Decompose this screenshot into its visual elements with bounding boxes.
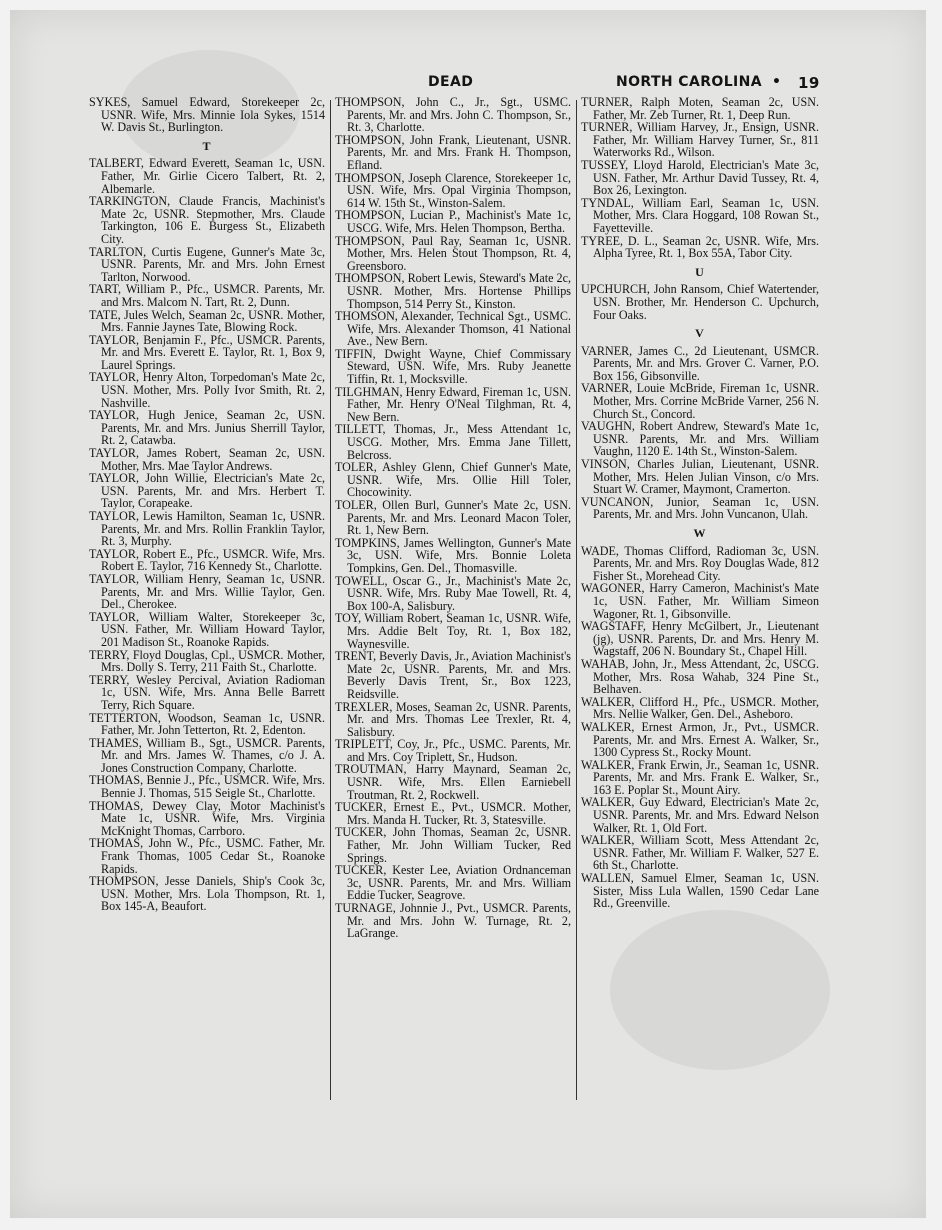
casualty-entry: TUCKER, John Thomas, Seaman 2c, USNR. Father, Mr. John William Tucker, Red Springs. xyxy=(335,825,571,865)
casualty-entry: TARKINGTON, Claude Francis, Machinist's Mate 2c, USNR. Stepmother, Mrs. Claude Tarkington, 106 E. Burgess St., Elizabeth City. xyxy=(89,194,325,246)
casualty-entry: TIFFIN, Dwight Wayne, Chief Commissary Steward, USN. Wife, Mrs. Ruby Jeanette Tiffin, Rt. 1, Mocksville. xyxy=(335,346,571,387)
casualty-entry: THOMPSON, Jesse Daniels, Ship's Cook 3c, USN. Mother, Mrs. Lola Thompson, Rt. 1, Box 145-A, Beaufort. xyxy=(89,874,325,914)
casualty-entry: THOMPSON, John Frank, Lieutenant, USNR. Parents, Mr. and Mrs. Frank H. Thompson, Efland. xyxy=(335,132,571,172)
casualty-entry: TUSSEY, Lloyd Harold, Electrician's Mate 3c, USN. Father, Mr. Arthur David Tussey, Rt. 4, Box 26, Lexington. xyxy=(581,157,819,198)
casualty-entry: TALBERT, Edward Everett, Seaman 1c, USN. Father, Mr. Girlie Cicero Talbert, Rt. 2, Albemarle. xyxy=(89,156,325,196)
casualty-entry: TRENT, Beverly Davis, Jr., Aviation Machinist's Mate 2c, USNR. Parents, Mr. and Mrs. Beverly Davis Trent, Sr., Box 1223, Reidsville. xyxy=(335,649,571,701)
casualty-entry: THOMAS, Bennie J., Pfc., USMCR. Wife, Mrs. Bennie J. Thomas, 515 Seigle St., Charlotte. xyxy=(89,773,325,801)
casualty-entry: THOMAS, Dewey Clay, Motor Machinist's Mate 1c, USNR. Wife, Mrs. Virginia McKnight Thomas, Carrboro. xyxy=(89,798,325,838)
letter-heading: U xyxy=(695,264,705,279)
casualty-entry: WALKER, Clifford H., Pfc., USMCR. Mother, Mrs. Nellie Walker, Gen. Del., Asheboro. xyxy=(581,694,819,722)
casualty-entry: TURNER, Ralph Moten, Seaman 2c, USN. Father, Mr. Zeb Turner, Rt. 1, Deep Run. xyxy=(581,95,819,122)
casualty-entry: TERRY, Floyd Douglas, Cpl., USMCR. Mother, Mrs. Dolly S. Terry, 211 Faith St., Charlotte. xyxy=(89,647,325,675)
column-2 xyxy=(335,96,571,940)
casualty-entry: TRIPLETT, Coy, Jr., Pfc., USMC. Parents, Mr. and Mrs. Coy Triplett, Sr., Hudson. xyxy=(335,737,571,764)
casualty-entry: TATE, Jules Welch, Seaman 2c, USNR. Mother, Mrs. Fannie Jaynes Tate, Blowing Rock. xyxy=(89,307,325,335)
casualty-entry: TAYLOR, James Robert, Seaman 2c, USN. Mother, Mrs. Mae Taylor Andrews. xyxy=(89,446,325,473)
casualty-entry: TOMPKINS, James Wellington, Gunner's Mate 3c, USN. Wife, Mrs. Bonnie Loleta Tompkins, Gen. Del., Thomasville. xyxy=(335,535,571,575)
casualty-entry: TERRY, Wesley Percival, Aviation Radioman 1c, USN. Wife, Mrs. Anna Belle Barrett Terry, Rich Square. xyxy=(89,672,325,712)
casualty-entry: TAYLOR, John Willie, Electrician's Mate 2c, USN. Parents, Mr. and Mrs. Herbert T. Taylor, Corapeake. xyxy=(89,471,325,511)
casualty-entry: TROUTMAN, Harry Maynard, Seaman 2c, USNR. Wife, Mrs. Ellen Earniebell Troutman, Rt. 2, Rockwell. xyxy=(335,762,571,802)
casualty-entry: THAMES, William B., Sgt., USMCR. Parents, Mr. and Mrs. James W. Thames, c/o J. A. Jones Construction Company, Charlotte. xyxy=(89,735,325,775)
paper-stain xyxy=(610,910,830,1070)
casualty-entry: WADE, Thomas Clifford, Radioman 3c, USN. Parents, Mr. and Mrs. Roy Douglas Wade, 812 Fisher St., Morehead City. xyxy=(581,543,819,583)
casualty-entry: TART, William P., Pfc., USMCR. Parents, Mr. and Mrs. Malcom N. Tart, Rt. 2, Dunn. xyxy=(89,282,325,309)
casualty-entry: TUCKER, Kester Lee, Aviation Ordnanceman 3c, USNR. Parents, Mr. and Mrs. William Eddie Tucker, Seagrove. xyxy=(335,863,571,903)
casualty-entry: TUCKER, Ernest E., Pvt., USMCR. Mother, Mrs. Manda H. Tucker, Rt. 3, Statesville. xyxy=(335,800,571,827)
casualty-entry: TAYLOR, Benjamin F., Pfc., USMCR. Parents, Mr. and Mrs. Everett E. Taylor, Rt. 1, Box 9, Laurel Springs. xyxy=(89,332,325,372)
casualty-entry: THOMAS, John W., Pfc., USMC. Father, Mr. Frank Thomas, 1005 Cedar St., Roanoke Rapids. xyxy=(89,836,325,876)
column-divider xyxy=(576,100,577,1100)
casualty-entry: VARNER, James C., 2d Lieutenant, USMCR. Parents, Mr. and Mrs. Grover C. Varner, P.O. Box 156, Gibsonville. xyxy=(581,343,819,383)
casualty-entry: TARLTON, Curtis Eugene, Gunner's Mate 3c, USNR. Parents, Mr. and Mrs. John Ernest Tarlton, Norwood. xyxy=(89,244,325,284)
casualty-entry: THOMPSON, Joseph Clarence, Storekeeper 1c, USN. Wife, Mrs. Opal Virginia Thompson, 614 W. 15th St., Winston-Salem. xyxy=(335,170,571,210)
casualty-entry: TAYLOR, William Walter, Storekeeper 3c, USN. Father, Mr. William Howard Taylor, 201 Madison St., Roanoke Rapids. xyxy=(89,609,325,649)
page-number: 19 xyxy=(798,74,820,92)
casualty-entry: TILGHMAN, Henry Edward, Fireman 1c, USN. Father, Mr. Henry O'Neal Tilghman, Rt. 4, New Bern. xyxy=(335,384,571,424)
casualty-entry: TOLER, Ashley Glenn, Chief Gunner's Mate, USNR. Wife, Mrs. Ollie Hill Toler, Chocowinity. xyxy=(335,460,571,500)
casualty-entry: TOLER, Ollen Burl, Gunner's Mate 2c, USN. Parents, Mr. and Mrs. Leonard Macon Toler, Rt. 1, New Bern. xyxy=(335,498,571,538)
casualty-entry: TURNAGE, Johnnie J., Pvt., USMCR. Parents, Mr. and Mrs. John W. Turnage, Rt. 2, LaGrange. xyxy=(335,901,571,941)
casualty-entry: VAUGHN, Robert Andrew, Steward's Mate 1c, USNR. Parents, Mr. and Mrs. William Vaughn, 1120 E. 14th St., Winston-Salem. xyxy=(581,419,819,459)
casualty-entry: TAYLOR, Henry Alton, Torpedoman's Mate 2c, USN. Mother, Mrs. Polly Ivor Smith, Rt. 2, Nashville. xyxy=(89,370,325,410)
header-bullet: • xyxy=(772,74,782,90)
casualty-entry: TAYLOR, Hugh Jenice, Seaman 2c, USN. Parents, Mr. and Mrs. Junius Sherrill Taylor, Rt. 2, Catawba. xyxy=(89,408,325,448)
casualty-entry: TYNDAL, William Earl, Seaman 1c, USN. Mother, Mrs. Clara Hoggard, 108 Rowan St., Fayetteville. xyxy=(581,195,819,235)
casualty-entry: VUNCANON, Junior, Seaman 1c, USN. Parents, Mr. and Mrs. John Vuncanon, Ulah. xyxy=(581,494,819,522)
casualty-entry: WALKER, Ernest Armon, Jr., Pvt., USMCR. Parents, Mr. and Mrs. Ernest A. Walker, Sr., 1300 Cypress St., Rocky Mount. xyxy=(581,719,819,760)
casualty-entry: THOMPSON, John C., Jr., Sgt., USMC. Parents, Mr. and Mrs. John C. Thompson, Sr., Rt. 3, Charlotte. xyxy=(335,95,571,135)
casualty-entry: TURNER, William Harvey, Jr., Ensign, USNR. Father, Mr. William Harvey Turner, Sr., 811 Waterworks Rd., Wilson. xyxy=(581,120,819,160)
casualty-entry: TILLETT, Thomas, Jr., Mess Attendant 1c, USCG. Mother, Mrs. Emma Jane Tillett, Belcross. xyxy=(335,422,571,462)
casualty-entry: WAGONER, Harry Cameron, Machinist's Mate 1c, USN. Father, Mr. William Simeon Wagoner, Rt. 1, Gibsonville. xyxy=(581,581,819,621)
casualty-entry: WAGSTAFF, Henry McGilbert, Jr., Lieutenant (jg), USNR. Parents, Dr. and Mrs. Henry M. Wagstaff, 206 N. Boundary St., Chapel Hill. xyxy=(581,619,819,659)
casualty-entry: VINSON, Charles Julian, Lieutenant, USNR. Mother, Mrs. Helen Julian Vinson, c/o Mrs. Stuart W. Cramer, Maymont, Cramerton. xyxy=(581,457,819,497)
casualty-entry: WALKER, Frank Erwin, Jr., Seaman 1c, USNR. Parents, Mr. and Mrs. Frank E. Walker, Sr., 163 E. Poplar St., Mount Airy. xyxy=(581,757,819,797)
casualty-entry: VARNER, Louie McBride, Fireman 1c, USNR. Mother, Mrs. Corrine McBride Varner, 256 N. Church St., Concord. xyxy=(581,381,819,421)
casualty-entry: TYREE, D. L., Seaman 2c, USNR. Wife, Mrs. Alpha Tyree, Rt. 1, Box 55A, Tabor City. xyxy=(581,233,819,261)
casualty-entry: TAYLOR, Lewis Hamilton, Seaman 1c, USNR. Parents, Mr. and Mrs. Rollin Franklin Taylor, Rt. 3, Murphy. xyxy=(89,509,325,549)
letter-heading: T xyxy=(202,138,212,153)
document-page xyxy=(10,10,926,1218)
casualty-entry: THOMPSON, Paul Ray, Seaman 1c, USNR. Mother, Mrs. Helen Stout Thompson, Rt. 4, Greensboro. xyxy=(335,233,571,273)
section-title: DEAD xyxy=(428,74,474,90)
casualty-entry: TAYLOR, Robert E., Pfc., USMCR. Wife, Mrs. Robert E. Taylor, 716 Kennedy St., Charlotte. xyxy=(89,546,325,574)
casualty-entry: THOMSON, Alexander, Technical Sgt., USMC. Wife, Mrs. Alexander Thomson, 41 National Ave., New Bern. xyxy=(335,309,571,349)
casualty-entry: TOY, William Robert, Seaman 1c, USNR. Wife, Mrs. Addie Belt Toy, Rt. 1, Box 182, Waynesville. xyxy=(335,611,571,651)
casualty-entry: WAHAB, John, Jr., Mess Attendant, 2c, USCG. Mother, Mrs. Rosa Wahab, 324 Pine St., Belhaven. xyxy=(581,656,819,697)
letter-heading: V xyxy=(695,326,705,341)
casualty-entry: TETTERTON, Woodson, Seaman 1c, USNR. Father, Mr. John Tetterton, Rt. 2, Edenton. xyxy=(89,710,325,738)
column-divider xyxy=(330,100,331,1100)
casualty-entry: UPCHURCH, John Ransom, Chief Watertender, USN. Brother, Mr. Henderson C. Upchurch, Four Oaks. xyxy=(581,282,819,322)
letter-heading: W xyxy=(693,526,707,540)
casualty-entry: WALKER, William Scott, Mess Attendant 2c, USNR. Father, Mr. William F. Walker, 527 E. 6th St., Charlotte. xyxy=(581,833,819,873)
casualty-entry: TAYLOR, William Henry, Seaman 1c, USNR. Parents, Mr. and Mrs. Willie Taylor, Gen. Del., Cherokee. xyxy=(89,571,325,612)
casualty-entry: SYKES, Samuel Edward, Storekeeper 2c, USNR. Wife, Mrs. Minnie Iola Sykes, 1514 W. Davis St., Burlington. xyxy=(89,95,325,135)
casualty-entry: THOMPSON, Robert Lewis, Steward's Mate 2c, USNR. Mother, Mrs. Hortense Phillips Thompson, 514 Perry St., Kinston. xyxy=(335,271,571,311)
casualty-entry: WALKER, Guy Edward, Electrician's Mate 2c, USNR. Parents, Mr. and Mrs. Edward Nelson Walker, Rt. 1, Old Fort. xyxy=(581,795,819,835)
casualty-entry: THOMPSON, Lucian P., Machinist's Mate 1c, USCG. Wife, Mrs. Helen Thompson, Bertha. xyxy=(335,208,571,235)
casualty-entry: TOWELL, Oscar G., Jr., Machinist's Mate 2c, USNR. Wife, Mrs. Ruby Mae Towell, Rt. 4, Box 100-A, Salisbury. xyxy=(335,573,571,613)
column-1 xyxy=(89,96,325,913)
state-title: NORTH CAROLINA xyxy=(616,74,762,90)
casualty-entry: WALLEN, Samuel Elmer, Seaman 1c, USN. Sister, Miss Lula Wallen, 1590 Cedar Lane Rd., Greenville. xyxy=(581,871,819,911)
column-3 xyxy=(581,96,819,910)
casualty-entry: TREXLER, Moses, Seaman 2c, USNR. Parents, Mr. and Mrs. Thomas Lee Trexler, Rt. 4, Salisbury. xyxy=(335,699,571,739)
